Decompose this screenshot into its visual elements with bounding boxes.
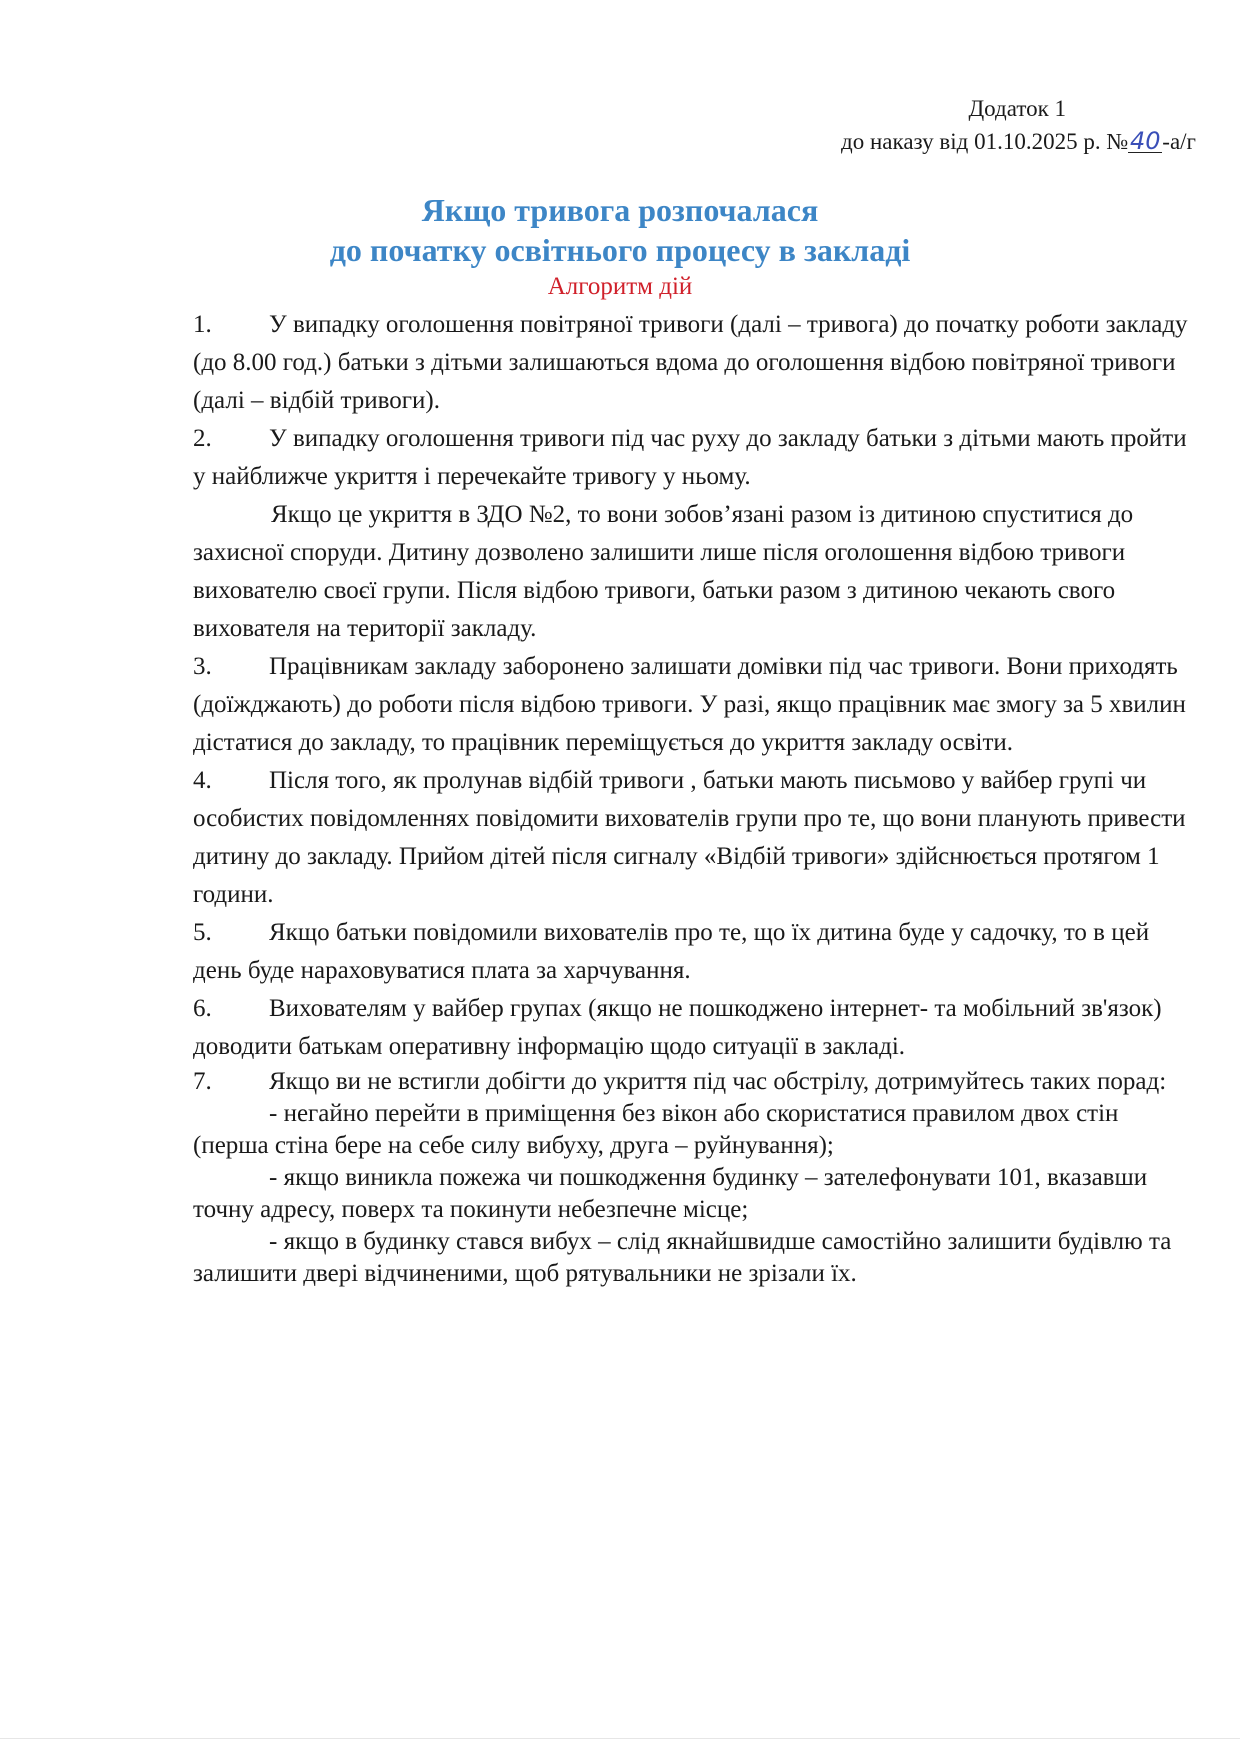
item-number: 4. bbox=[193, 767, 212, 794]
item-text: Якщо батьки повідомили вихователів про те, що їх дитина буде у садочку, то в цей день буде нараховуватися плата за харчування. bbox=[193, 919, 1150, 984]
list-item bbox=[193, 648, 1198, 762]
order-suffix: -а/г bbox=[1162, 129, 1196, 154]
item-text: У випадку оголошення повітряної тривоги (далі – тривога) до початку роботи закладу (до 8.00 год.) батьки з дітьми залишаються вдома до оголошення відбою повітряної тривоги (далі – відбій тривоги). bbox=[193, 311, 1188, 414]
item-text: Якщо ви не встигли добігти до укриття під час обстрілу, дотримуйтесь таких порад: bbox=[269, 1068, 1167, 1095]
advice-bullet: - якщо виникла пожежа чи пошкодження будинку – зателефонувати 101, вказавши точну адресу, поверх та покинути небезпечне місце; bbox=[193, 1164, 1148, 1223]
list-item bbox=[193, 1066, 1198, 1098]
item-text: Працівникам закладу заборонено залишати домівки під час тривоги. Вони приходять (доїжджають) до роботи після відбою тривоги. У разі, якщо працівник має змогу за 5 хвилин дістатися до закладу, то працівник переміщується до укриття закладу освіти. bbox=[193, 653, 1186, 756]
item-text: У випадку оголошення тривоги під час руху до закладу батьки з дітьми мають пройти у найближче укриття і перечекайте тривогу у ньому. bbox=[193, 425, 1187, 490]
list-item bbox=[193, 914, 1198, 990]
order-prefix: до наказу від 01.10.2025 р. № bbox=[841, 129, 1129, 154]
list-item bbox=[193, 306, 1198, 420]
title-line-2: до початку освітнього процесу в закладі bbox=[329, 232, 911, 268]
item-number: 3. bbox=[193, 653, 212, 680]
advice-bullet: - негайно перейти в приміщення без вікон або скористатися правилом двох стін (перша стіна бере на себе силу вибуху, друга – руйнування); bbox=[193, 1100, 1119, 1159]
paragraph: Якщо це укриття в ЗДО №2, то вони зобов’язані разом із дитиною спуститися до захисної споруди. Дитину дозволено залишити лише після оголошення відбою тривоги вихователю своєї групи. Після відбою тривоги, батьки разом з дитиною чекають свого вихователя на території закладу. bbox=[193, 501, 1134, 642]
item-number: 5. bbox=[193, 919, 212, 946]
item-text: Вихователям у вайбер групах (якщо не пошкоджено інтернет- та мобільний зв'язок) доводити батькам оперативну інформацію щодо ситуації в закладі. bbox=[193, 995, 1162, 1060]
appendix-label: Додаток 1 bbox=[968, 96, 1066, 121]
list-item bbox=[193, 762, 1198, 914]
document-title bbox=[0, 190, 1240, 270]
title-line-1: Якщо тривога розпочалася bbox=[421, 192, 819, 228]
item-text: Після того, як пролунав відбій тривоги , батьки мають письмово у вайбер групі чи особистих повідомленнях повідомити вихователів групи про те, що вони планують привести дитину до закладу. Прийом дітей після сигналу «Відбій тривоги» здійснюється протягом 1 години. bbox=[193, 767, 1186, 908]
list-item bbox=[193, 420, 1198, 496]
order-number-handwritten: 40 bbox=[1130, 127, 1161, 155]
scan-edge-line bbox=[0, 1738, 1240, 1739]
advice-bullet: - якщо в будинку стався вибух – слід якнайшвидше самостійно залишити будівлю та залишити двері відчиненими, щоб рятувальники не зрізали їх. bbox=[193, 1228, 1172, 1287]
item-number: 1. bbox=[193, 311, 212, 338]
item-number: 2. bbox=[193, 425, 212, 452]
item-number: 6. bbox=[193, 995, 212, 1022]
list-item bbox=[193, 990, 1198, 1066]
document-body bbox=[193, 306, 1198, 1290]
document-subtitle: Алгоритм дій bbox=[547, 273, 693, 300]
appendix-note bbox=[841, 92, 1196, 158]
item-number: 7. bbox=[193, 1068, 212, 1095]
order-reference bbox=[841, 129, 1196, 154]
